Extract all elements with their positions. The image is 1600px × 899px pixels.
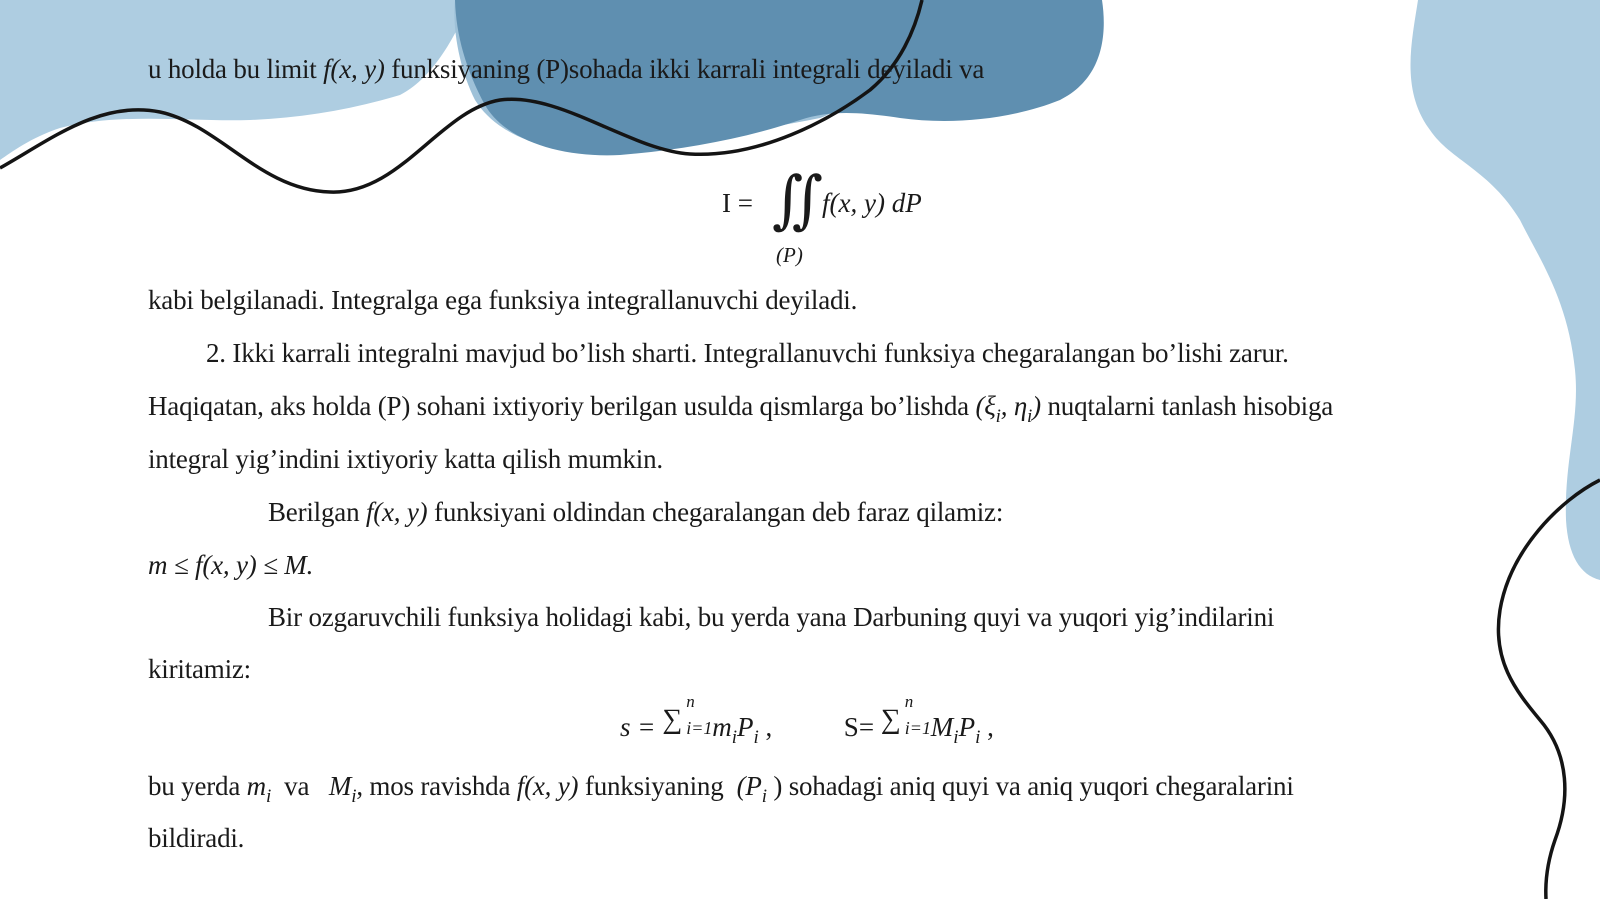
paragraph-introduce: kiritamiz: bbox=[148, 654, 251, 684]
sigma-symbol: ∑ bbox=[662, 704, 683, 735]
integrand: f(x, y) dP bbox=[822, 188, 922, 218]
comma: , bbox=[758, 712, 773, 742]
math-eta: , η bbox=[1000, 391, 1028, 421]
paragraph-darboux-intro: Bir ozgaruvchili funksiya holidagi kabi, bu yerda yana Darbuning quyi va yuqori yig’indilarini bbox=[268, 602, 1275, 632]
math-paren: ) bbox=[766, 771, 783, 801]
text-run: Berilgan bbox=[268, 497, 366, 527]
math-function: f(x, y) bbox=[516, 771, 579, 801]
subscript-i: i bbox=[265, 786, 272, 807]
math-m: m bbox=[246, 771, 266, 801]
text-run: funksiyani oldindan chegaralangan deb faraz qilamiz: bbox=[427, 497, 1004, 527]
text-run: Haqiqatan, aks holda (P) sohani ixtiyoriy berilgan usulda qismlarga bo’lishda bbox=[148, 391, 976, 421]
integral-domain: (P) bbox=[776, 243, 803, 267]
math-paren: ) bbox=[1032, 391, 1041, 421]
term-p: P bbox=[737, 712, 754, 742]
sum-upper-limit: n bbox=[686, 692, 695, 711]
text-run: bu yerda bbox=[148, 771, 247, 801]
text-run: funksiyaning bbox=[578, 771, 737, 801]
comma: , bbox=[980, 712, 994, 742]
lower-sum-lhs: s = bbox=[620, 712, 656, 742]
subscript-i: i bbox=[761, 786, 767, 807]
term-M: M bbox=[930, 712, 954, 742]
text-run: u holda bu limit bbox=[148, 54, 324, 84]
double-integral-sign: ∬ bbox=[772, 165, 824, 235]
formula-darboux-sums bbox=[620, 692, 994, 748]
sum-lower-limit: i=1 bbox=[904, 718, 931, 738]
paragraph-proof-start bbox=[148, 389, 1333, 427]
math-M: M bbox=[328, 771, 352, 801]
subscript-i: i bbox=[731, 727, 738, 748]
term-p: P bbox=[958, 712, 976, 742]
math-xi: (ξ bbox=[975, 391, 996, 421]
subscript-i: i bbox=[351, 786, 357, 807]
subscript-i: i bbox=[995, 406, 1001, 427]
subscript-i: i bbox=[753, 727, 759, 748]
math-function: f(x, y) bbox=[365, 497, 428, 527]
math-P: (P bbox=[736, 771, 762, 801]
upper-sum-lhs: S= bbox=[843, 712, 875, 742]
text-run: va bbox=[271, 771, 329, 801]
subscript-i: i bbox=[1027, 406, 1033, 427]
text-run: nuqtalarni tanlash hisobiga bbox=[1040, 391, 1334, 421]
paragraph-existence-condition: 2. Ikki karrali integralni mavjud bo’lish sharti. Integrallanuvchi funksiya chegaralangan bo’lishi zarur. bbox=[206, 338, 1289, 368]
paragraph-end: bildiradi. bbox=[148, 823, 245, 853]
sigma-symbol: ∑ bbox=[880, 704, 901, 735]
paragraph-where bbox=[148, 769, 1294, 807]
paragraph-bounded-assumption bbox=[268, 495, 1003, 529]
sum-sign-lower bbox=[662, 692, 713, 738]
sum-sign-upper bbox=[880, 692, 931, 738]
text-run: , mos ravishda bbox=[356, 771, 517, 801]
formula-lhs: I = bbox=[722, 188, 753, 218]
text-run: sohadagi aniq quyi va aniq yuqori chegaralarini bbox=[782, 771, 1294, 801]
math-function-f: f bbox=[323, 54, 331, 84]
inequality-bounds: m ≤ f(x, y) ≤ M. bbox=[148, 550, 314, 580]
term-m: m bbox=[712, 712, 732, 742]
paragraph-double-integral-definition bbox=[148, 52, 984, 86]
subscript-i: i bbox=[975, 727, 981, 748]
math-args: (x, y) bbox=[330, 54, 385, 84]
sum-lower-limit: i=1 bbox=[686, 718, 713, 738]
text-run: funksiyaning (P)sohada ikki karrali integrali deyiladi va bbox=[384, 54, 985, 84]
paragraph-proof-end: integral yig’indini ixtiyoriy katta qilish mumkin. bbox=[148, 444, 663, 474]
subscript-i: i bbox=[953, 727, 959, 748]
sum-upper-limit: n bbox=[904, 692, 914, 711]
paragraph-notation: kabi belgilanadi. Integralga ega funksiya integrallanuvchi deyiladi. bbox=[148, 285, 858, 315]
